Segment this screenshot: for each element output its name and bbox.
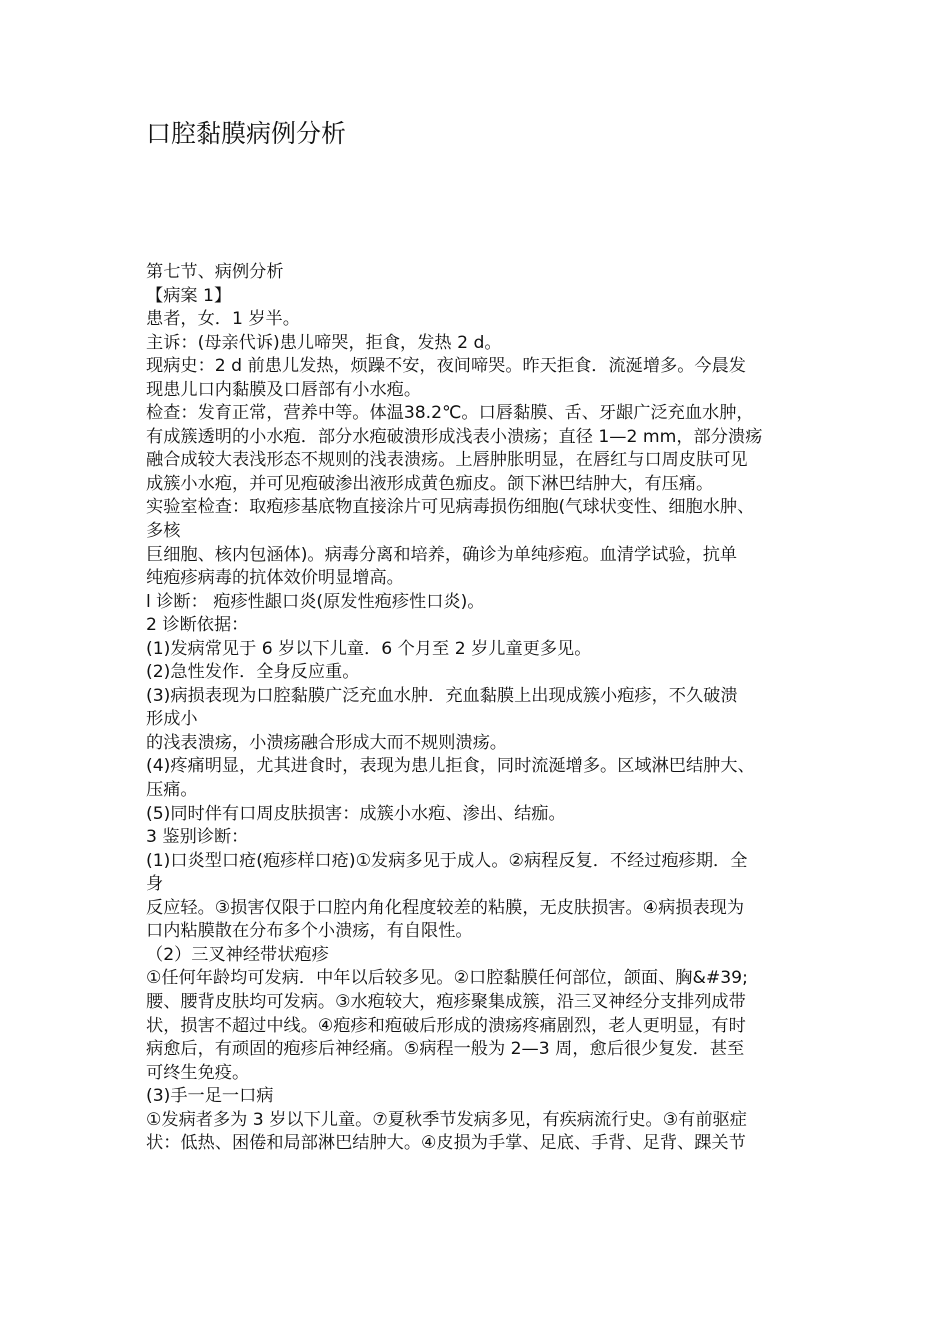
text-line: 主诉：(母亲代诉)患儿啼哭，拒食，发热 2 d。 <box>146 332 502 353</box>
text-line: 可终生免疫。 <box>146 1062 250 1083</box>
text-line: (2)急性发作．全身反应重。 <box>146 662 360 683</box>
text-line: 的浅表溃疡，小溃疡融合形成大而不规则溃疡。 <box>146 732 507 753</box>
text-line: 融合成较大表浅形态不规则的浅表溃疡。上唇肿胀明显，在唇红与口周皮肤可见 <box>146 450 748 471</box>
text-line: 口内粘膜散在分布多个小溃疡，有自限性。 <box>146 921 473 942</box>
text-line: 巨细胞、核内包涵体)。病毒分离和培养，确诊为单纯疹疱。血清学试验，抗单 <box>146 544 738 565</box>
text-line: 纯疱疹病毒的抗体效价明显增高。 <box>146 568 404 589</box>
text-line: 腰、腰背皮肤均可发病。③水疱较大，疱疹聚集成簇，沿三叉神经分支排列成带 <box>146 991 746 1012</box>
text-line: (3)病损表现为口腔黏膜广泛充血水肿．充血黏膜上出现成簇小疱疹，不久破溃 <box>146 685 738 706</box>
text-line: 患者，女．1 岁半。 <box>146 309 300 330</box>
text-line: 2 诊断依据： <box>146 615 249 636</box>
text-line: l 诊断： 疱疹性龈口炎(原发性疱疹性口炎)。 <box>146 591 485 612</box>
text-line: ①任何年龄均可发病．中年以后较多见。②口腔黏膜任何部位，颌面、胸&#39; <box>146 968 748 989</box>
text-line: (1)口炎型口疮(疱疹样口疮)①发病多见于成人。②病程反复．不经过疱疹期．全 <box>146 850 748 871</box>
section-heading: 第七节、病例分析 <box>146 262 284 282</box>
text-line: 3 鉴别诊断： <box>146 827 249 848</box>
text-line: (1)发病常见于 6 岁以下儿童．6 个月至 2 岁儿童更多见。 <box>146 638 592 659</box>
text-line: （2）三叉神经带状疱疹 <box>146 944 329 965</box>
document-body <box>146 261 826 1156</box>
text-line: 状，损害不超过中线。④疱疹和疱破后形成的溃疡疼痛剧烈，老人更明显，有时 <box>146 1015 746 1036</box>
text-line: 成簇小水疱，并可见疱破渗出液形成黄色痂皮。颌下淋巴结肿大，有压痛。 <box>146 473 714 494</box>
text-line: 现患儿口内黏膜及口唇部有小水疱。 <box>146 379 422 400</box>
text-line: ①发病者多为 3 岁以下儿童。⑦夏秋季节发病多见，有疾病流行史。③有前驱症 <box>146 1109 747 1130</box>
text-line: 反应轻。③损害仅限于口腔内角化程度较差的粘膜，无皮肤损害。④病损表现为 <box>146 897 745 918</box>
text-line: (5)同时伴有口周皮肤损害：成簇小水疱、渗出、结痂。 <box>146 803 566 824</box>
text-line: (3)手一足一口病 <box>146 1086 274 1107</box>
text-line: 多核 <box>146 521 181 542</box>
text-line: 身 <box>146 874 164 895</box>
case-label: 【病案 1】 <box>146 285 232 306</box>
text-line: 检查：发育正常，营养中等。体温38.2℃。口唇黏膜、舌、牙龈广泛充血水肿， <box>146 403 754 424</box>
text-line: 实验室检查：取疱疹基底物直接涂片可见病毒损伤细胞(气球状变性、细胞水肿、 <box>146 497 755 518</box>
document-title: 口腔黏膜病例分析 <box>146 119 347 148</box>
text-line: 病愈后，有顽固的疱疹后神经痛。⑤病程一般为 2—3 周，愈后很少复发．甚至 <box>146 1039 745 1060</box>
text-line: 有成簇透明的小水疱．部分水疱破溃形成浅表小溃疡；直径 1—2 mm，部分溃疡 <box>146 426 763 447</box>
text-line: 压痛。 <box>146 780 198 801</box>
text-line: (4)疼痛明显，尤其进食时，表现为患儿拒食，同时流涎增多。区域淋巴结肿大、 <box>146 756 755 777</box>
text-line: 状：低热、困倦和局部淋巴结肿大。④皮损为手掌、足底、手背、足背、踝关节 <box>146 1133 746 1154</box>
text-line: 形成小 <box>146 709 198 730</box>
text-line: 现病史：2 d 前患儿发热，烦躁不安，夜间啼哭。昨天拒食．流涎增多。今晨发 <box>146 356 746 377</box>
